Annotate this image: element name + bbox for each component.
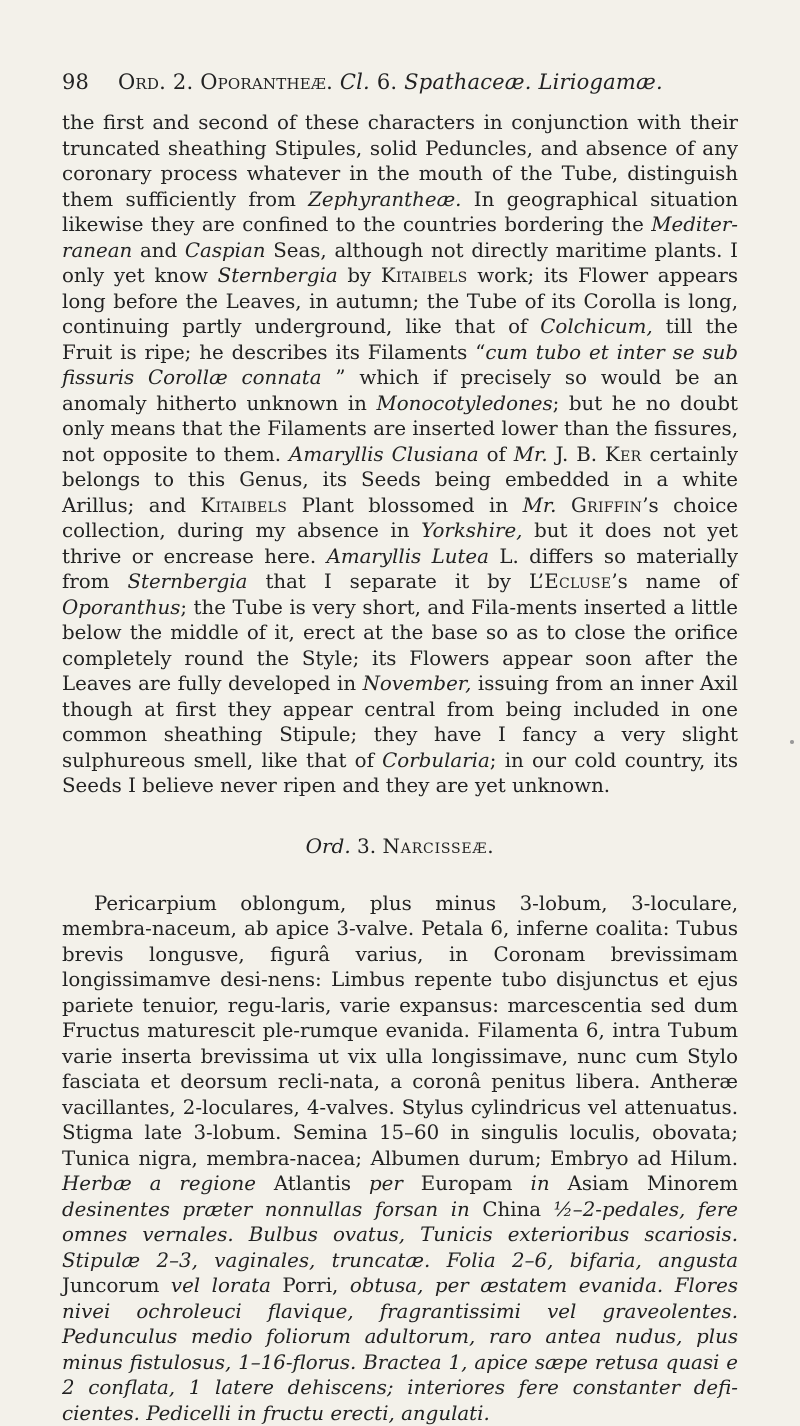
text-run: ’s choice collection, during my absence in xyxy=(62,494,738,543)
italic-run: obtusa, per æstatem evanida. Flores nivei ochroleuci flavique, fragrantissimi vel graveolentes. Pedunculus medio foliorum adultorum, raro antea nudus, plus minus fistulosus, 1–16-florus. Bractea 1, apice sæpe retusa quasi e 2 conflata, 1 latere dehiscens; interiores fere constanter defi-cientes. Pedicelli in fructu erecti, angulati. xyxy=(62,1274,738,1425)
text-run: Atlantis xyxy=(256,1172,369,1195)
text-run: Porri, xyxy=(271,1274,350,1297)
text-run: ; in our cold country, its Seeds I believe never ripen and they are yet unknown. xyxy=(62,749,738,798)
italic-run: Mr. xyxy=(514,443,548,466)
text-run: Pericarpium oblongum, plus minus 3-lobum, 3-loculare, membra-naceum, ab apice 3-valve. Petala 6, inferne coalita: Tubus brevis longusve, figurâ varius, in Coronam brevissimam longissimamve desi-nens: Limbus repente tubo disjunctus et ejus pariete tenuior, regu-laris, varie expansus: marcescentia sed dum Fructus maturescit ple-rumque evanida. Filamenta 6, intra Tubum varie inserta brevissima ut vix ulla longissimave, nunc cum Stylo fasciata et deorsum recli-nata, a coronâ penitus libera. Antheræ vacillantes, 2-loculares, 4-valves. Stylus cylindricus vel attenuatus. Stigma late 3-lobum. Semina 15–60 in singulis loculis, obovata; Tunica nigra, membra-nacea; Albumen durum; Embryo ad Hilum. xyxy=(62,892,738,1170)
smallcaps-run: Griffin xyxy=(571,494,642,517)
text-run: certainly belongs to this Genus, its Seeds being embedded in a white Arillus; and xyxy=(62,443,738,517)
italic-run: Sternbergia xyxy=(218,264,338,287)
text-run: China xyxy=(470,1198,554,1221)
text-run: that I separate it by xyxy=(247,570,529,593)
section-heading-name: Narcisseæ. xyxy=(383,834,495,858)
text-run: of xyxy=(479,443,514,466)
italic-run: Herbæ a regione xyxy=(62,1172,256,1195)
italic-run: desinentes præter nonnullas forsan in xyxy=(62,1198,470,1221)
text-run: work; its Flower appears long before the Leaves, in autumn; the Tube of its Corolla is long, continuing partly underground, like that of xyxy=(62,264,738,338)
text-run: Juncorum xyxy=(62,1274,171,1297)
running-head-family: Spathaceæ. Liriogamæ. xyxy=(404,70,663,94)
italic-run: Corbularia xyxy=(382,749,490,772)
section-heading-number: 3. xyxy=(357,834,376,858)
text-run: Asiam Minorem xyxy=(550,1172,738,1195)
italic-run: Zephyrantheæ. xyxy=(308,188,461,211)
smallcaps-run: Kitaibels xyxy=(201,494,288,517)
text-run: the first and second of these characters in conjunction with their truncated sheathing Stipules, solid Peduncles, and absence of any coronary process whatever in the mouth of the Tube, distinguish them sufficiently from xyxy=(62,111,738,211)
text-run: Europam xyxy=(403,1172,531,1195)
running-head-class-label: Cl. xyxy=(340,70,370,94)
italic-run: Mr. xyxy=(523,494,557,517)
text-run: ; the Tube is very short, and Fila-ments inserted a little below the middle of it, erect at the base so as to close the orifice completely round the Style; its Flowers appear soon after the Leaves are fully developed in xyxy=(62,596,738,696)
smallcaps-run: L’Ecluse xyxy=(529,570,611,593)
text-run: J. B. xyxy=(548,443,605,466)
paragraph-oporanthus xyxy=(62,110,738,799)
text-run: ’s name of xyxy=(611,570,738,593)
italic-run: Amaryllis Clusiana xyxy=(289,443,479,466)
running-head-title xyxy=(118,70,738,94)
paragraph-narcisseae xyxy=(62,891,738,1426)
italic-run: Caspian xyxy=(185,239,266,262)
page-number: 98 xyxy=(62,70,118,94)
text-run: issuing from an inner Axil though at first they appear central from being included in one common sheathing Stipule; they have I fancy a very slight sulphureous smell, like that of xyxy=(62,672,738,772)
italic-run: per xyxy=(369,1172,403,1195)
section-heading-label: Ord. xyxy=(306,834,351,858)
italic-run: Amaryllis Lutea xyxy=(327,545,489,568)
italic-run: Mediter-ranean xyxy=(62,213,738,262)
text-run: L. differs so materially from xyxy=(62,545,738,594)
italic-run: ½–2-pedales, fere omnes vernales. Bulbus ovatus, Tunicis exterioribus scariosis. Stipulæ 2–3, vaginales, truncatæ. Folia 2–6, bifaria, angusta xyxy=(62,1198,738,1272)
section-heading xyxy=(62,834,738,858)
smallcaps-run: Ker xyxy=(605,443,641,466)
text-run: till the Fruit is ripe; he describes its Filaments “ xyxy=(62,315,738,364)
smallcaps-run: Kitaibels xyxy=(381,264,468,287)
text-run: In geographical situation likewise they are confined to the countries bordering the xyxy=(62,188,738,237)
running-head-order: Ord. 2. Oporantheæ. xyxy=(118,70,333,94)
italic-run: cum tubo et inter se sub fissuris Corollæ connata xyxy=(62,341,738,390)
text-run: Plant blossomed in xyxy=(287,494,523,517)
italic-run: in xyxy=(531,1172,550,1195)
text-run: ” which if precisely so would be an anomaly hitherto unknown in xyxy=(62,366,738,415)
text-run: but it does not yet thrive or encrease here. xyxy=(62,519,738,568)
text-run: by xyxy=(338,264,381,287)
paper-speck xyxy=(790,740,794,744)
text-run: ; but he no doubt only means that the Filaments are inserted lower than the fissures, not opposite to them. xyxy=(62,392,738,466)
italic-run: Yorkshire, xyxy=(421,519,522,542)
italic-run: vel lorata xyxy=(171,1274,271,1297)
italic-run: Colchicum, xyxy=(540,315,652,338)
italic-run: November, xyxy=(363,672,472,695)
italic-run: Sternbergia xyxy=(127,570,247,593)
running-head-class-number: 6. xyxy=(377,70,397,94)
italic-run: Monocotyledones xyxy=(376,392,552,415)
italic-run: Oporanthus xyxy=(62,596,180,619)
running-head xyxy=(62,70,738,94)
text-run: and xyxy=(132,239,185,262)
text-run: Seas, although not directly maritime plants. I only yet know xyxy=(62,239,738,288)
text-run xyxy=(556,494,571,517)
